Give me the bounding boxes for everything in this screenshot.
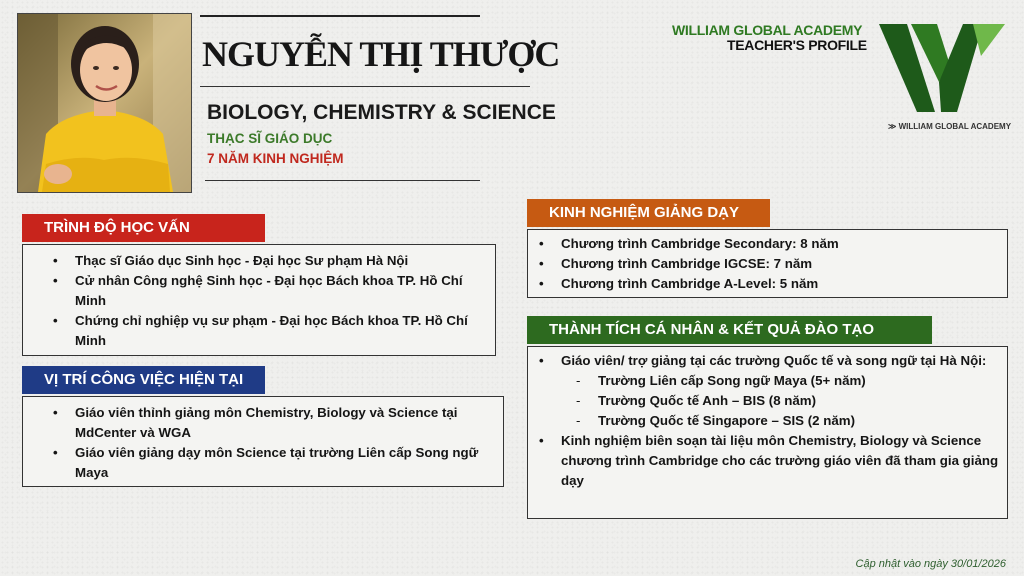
- list-item: • Kinh nghiệm biên soạn tài liệu môn Chemistry, Biology và Science chương trình Cambridge cho các trường giáo viên đã tham gia giảng dạy: [539, 433, 999, 488]
- list-item: • Chương trình Cambridge Secondary: 8 năm: [539, 236, 839, 251]
- teacher-name: NGUYỄN THỊ THƯỢC: [202, 34, 560, 74]
- chevron-right-icon: ≫: [888, 122, 899, 131]
- sub-list-item: - Trường Quốc tế Anh – BIS (8 năm): [576, 393, 817, 408]
- logo-caption: ≫ WILLIAM GLOBAL ACADEMY: [888, 122, 1012, 131]
- teacher-experience: 7 NĂM KINH NGHIỆM: [207, 151, 344, 166]
- header-bottom-line: [205, 180, 480, 181]
- sub-list-item: - Trường Liên cấp Song ngữ Maya (5+ năm): [576, 373, 866, 388]
- list-item: • Giáo viên thỉnh giảng môn Chemistry, Biology và Science tại MdCenter và WGA: [53, 405, 458, 440]
- header-top-line: [200, 15, 480, 17]
- list-item: • Chương trình Cambridge A-Level: 5 năm: [539, 276, 819, 291]
- education-box: [22, 244, 496, 356]
- education-header: TRÌNH ĐỘ HỌC VẤN: [22, 214, 265, 242]
- list-item: • Giáo viên/ trợ giảng tại các trường Quốc tế và song ngữ tại Hà Nội:: [539, 353, 987, 368]
- teacher-degree: THẠC SĨ GIÁO DỤC: [207, 131, 333, 146]
- sub-list-item: - Trường Quốc tế Singapore – SIS (2 năm): [576, 413, 855, 428]
- list-item: • Cử nhân Công nghệ Sinh học - Đại học Bách khoa TP. Hồ Chí Minh: [53, 273, 463, 308]
- list-item: • Thạc sĩ Giáo dục Sinh học - Đại học Sư phạm Hà Nội: [53, 253, 409, 268]
- teacher-photo: [17, 13, 192, 193]
- achievements-box: [527, 346, 1008, 519]
- list-item: • Chương trình Cambridge IGCSE: 7 năm: [539, 256, 813, 271]
- teaching-exp-box: [527, 229, 1008, 298]
- teaching-exp-header: KINH NGHIỆM GIẢNG DẠY: [527, 199, 770, 227]
- teacher-subjects: BIOLOGY, CHEMISTRY & SCIENCE: [207, 101, 556, 124]
- current-job-header: VỊ TRÍ CÔNG VIỆC HIỆN TẠI: [22, 366, 265, 394]
- current-job-box: [22, 396, 504, 487]
- academy-logo: [877, 20, 1007, 115]
- list-item: • Giáo viên giảng dạy môn Science tại trường Liên cấp Song ngữ Maya: [53, 445, 479, 480]
- list-item: • Chứng chỉ nghiệp vụ sư phạm - Đại học Bách khoa TP. Hồ Chí Minh: [53, 313, 468, 348]
- update-date: Cập nhật vào ngày 30/01/2026: [855, 558, 1006, 570]
- brand-academy-name: WILLIAM GLOBAL ACADEMY: [672, 22, 863, 38]
- name-divider: [200, 86, 530, 87]
- brand-profile-label: TEACHER'S PROFILE: [727, 37, 867, 53]
- achievements-header: THÀNH TÍCH CÁ NHÂN & KẾT QUẢ ĐÀO TẠO: [527, 316, 932, 344]
